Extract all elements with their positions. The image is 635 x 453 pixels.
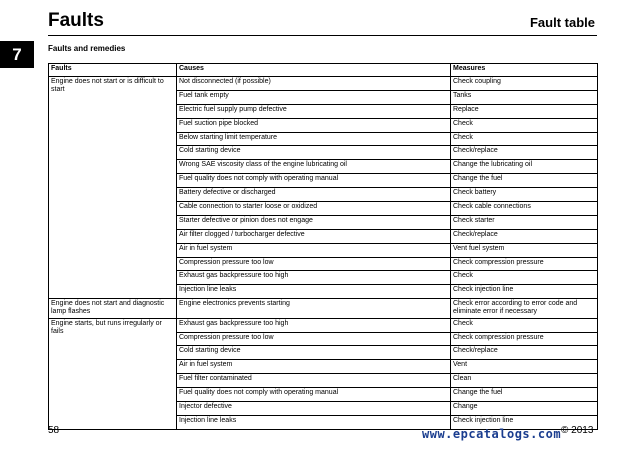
measure-cell: Vent xyxy=(451,360,598,374)
fault-table xyxy=(48,63,598,430)
measure-cell: Vent fuel system xyxy=(451,243,598,257)
measure-cell: Change the fuel xyxy=(451,174,598,188)
cause-cell: Fuel tank empty xyxy=(177,90,451,104)
cause-cell: Fuel quality does not comply with operating manual xyxy=(177,174,451,188)
measure-cell: Change the lubricating oil xyxy=(451,160,598,174)
website-watermark: www.epcatalogs.com xyxy=(422,427,562,441)
section-title: Faults and remedies xyxy=(48,44,126,53)
cause-cell: Not disconnected (if possible) xyxy=(177,77,451,91)
cause-cell: Injection line leaks xyxy=(177,285,451,299)
cause-cell: Air in fuel system xyxy=(177,360,451,374)
cause-cell: Below starting limit temperature xyxy=(177,132,451,146)
cause-cell: Exhaust gas backpressure too high xyxy=(177,318,451,332)
measure-cell: Check compression pressure xyxy=(451,332,598,346)
column-header-measures: Measures xyxy=(451,64,598,77)
measure-cell: Change xyxy=(451,402,598,416)
measure-cell: Check cable connections xyxy=(451,202,598,216)
cause-cell: Engine electronics prevents starting xyxy=(177,299,451,318)
measure-cell: Check xyxy=(451,271,598,285)
chapter-number: 7 xyxy=(12,44,22,64)
measure-cell: Check battery xyxy=(451,188,598,202)
cause-cell: Starter defective or pinion does not engage xyxy=(177,215,451,229)
column-header-faults: Faults xyxy=(49,64,177,77)
cause-cell: Cold starting device xyxy=(177,146,451,160)
fault-cell: Engine does not start and diagnostic lamp flashes xyxy=(49,299,177,318)
page-title: Faults xyxy=(48,10,104,31)
measure-cell: Check injection line xyxy=(451,415,598,429)
cause-cell: Exhaust gas backpressure too high xyxy=(177,271,451,285)
measure-cell: Check error according to error code and eliminate error if necessary xyxy=(451,299,598,318)
measure-cell: Check/replace xyxy=(451,346,598,360)
measure-cell: Check xyxy=(451,118,598,132)
cause-cell: Wrong SAE viscosity class of the engine lubricating oil xyxy=(177,160,451,174)
table-body xyxy=(49,77,598,430)
header-section-name: Fault table xyxy=(529,15,595,30)
header-divider xyxy=(48,35,597,36)
measure-cell: Check/replace xyxy=(451,229,598,243)
cause-cell: Fuel suction pipe blocked xyxy=(177,118,451,132)
cause-cell: Air in fuel system xyxy=(177,243,451,257)
cause-cell: Battery defective or discharged xyxy=(177,188,451,202)
measure-cell: Check starter xyxy=(451,215,598,229)
cause-cell: Fuel quality does not comply with operating manual xyxy=(177,388,451,402)
fault-cell: Engine starts, but runs irregularly or fails xyxy=(49,318,177,429)
measure-cell: Replace xyxy=(451,104,598,118)
measure-cell: Check compression pressure xyxy=(451,257,598,271)
table-row xyxy=(49,318,598,332)
cause-cell: Compression pressure too low xyxy=(177,332,451,346)
cause-cell: Air filter clogged / turbocharger defective xyxy=(177,229,451,243)
measure-cell: Check xyxy=(451,318,598,332)
column-header-causes: Causes xyxy=(177,64,451,77)
cause-cell: Injection line leaks xyxy=(177,415,451,429)
cause-cell: Injector defective xyxy=(177,402,451,416)
measure-cell: Change the fuel xyxy=(451,388,598,402)
measure-cell: Check xyxy=(451,132,598,146)
copyright-notice: © 2013 xyxy=(561,425,594,436)
measure-cell: Tanks xyxy=(451,90,598,104)
measure-cell: Clean xyxy=(451,374,598,388)
cause-cell: Cable connection to starter loose or oxidized xyxy=(177,202,451,216)
cause-cell: Fuel filter contaminated xyxy=(177,374,451,388)
table-row xyxy=(49,77,598,91)
page-number: 58 xyxy=(48,425,60,436)
cause-cell: Electric fuel supply pump defective xyxy=(177,104,451,118)
chapter-tab xyxy=(0,41,34,68)
measure-cell: Check coupling xyxy=(451,77,598,91)
table-row xyxy=(49,299,598,318)
cause-cell: Compression pressure too low xyxy=(177,257,451,271)
cause-cell: Cold starting device xyxy=(177,346,451,360)
table-header-row xyxy=(49,64,598,77)
fault-cell: Engine does not start or is difficult to start xyxy=(49,77,177,299)
measure-cell: Check/replace xyxy=(451,146,598,160)
measure-cell: Check injection line xyxy=(451,285,598,299)
